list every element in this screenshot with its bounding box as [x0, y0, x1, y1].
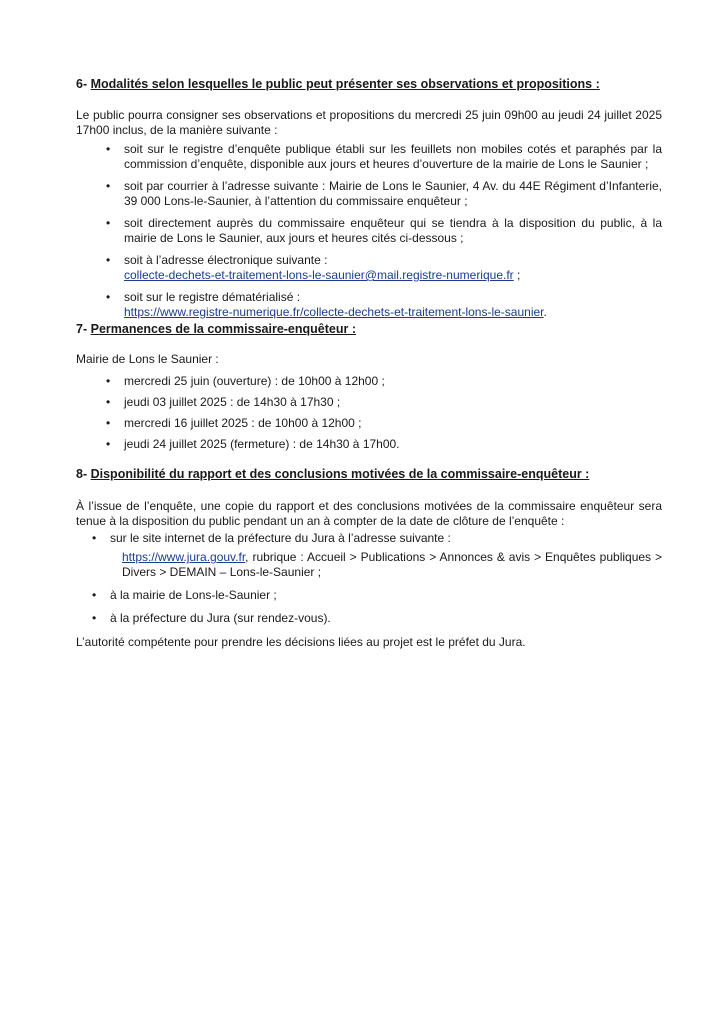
list-item-text: à la mairie de Lons-le-Saunier ; — [110, 588, 277, 602]
bullet-icon: • — [106, 142, 111, 156]
section-7-intro: Mairie de Lons le Saunier : — [76, 352, 219, 366]
list-item — [106, 416, 662, 431]
list-item-text: soit sur le registre d’enquête publique établi sur les feuillets non mobiles cotés et paraphés par la commission d’enquête, disponible aux jours et heures d’ouverture de la mairie de Lons le Saunier ; — [124, 142, 662, 171]
list-item — [106, 142, 662, 172]
section-7-list — [106, 374, 662, 458]
list-item-text: sur le site internet de la préfecture du Jura à l’adresse suivante : — [110, 531, 451, 545]
list-item-rest: , rubrique : Accueil > Publications > Annonces & avis > Enquêtes publiques > Divers > DEMAIN – Lons-le-Saunier ; — [122, 550, 662, 579]
bullet-icon: • — [106, 374, 111, 388]
list-item-text: soit directement auprès du commissaire enquêteur qui se tiendra à la disposition du public, à la mairie de Lons le Saunier, aux jours et heures cités ci-dessous ; — [124, 216, 662, 245]
section-7-title: Permanences de la commissaire-enquêteur : — [90, 322, 356, 336]
bullet-icon: • — [106, 395, 111, 409]
list-item — [106, 290, 662, 320]
section-6-heading — [76, 77, 600, 92]
section-6-list — [106, 142, 662, 327]
bullet-icon: • — [92, 611, 97, 625]
list-item-text: soit à l’adresse électronique suivante : — [124, 253, 328, 267]
section-6-title: Modalités selon lesquelles le public peut présenter ses observations et propositions : — [90, 77, 600, 91]
bullet-icon: • — [106, 216, 111, 230]
bullet-icon: • — [92, 588, 97, 602]
section-6-number: 6- — [76, 77, 88, 91]
list-item — [92, 611, 662, 626]
list-item-text: à la préfecture du Jura (sur rendez-vous). — [110, 611, 331, 625]
jura-website-link[interactable]: https://www.jura.gouv.fr — [122, 550, 246, 564]
list-item — [92, 531, 662, 580]
list-item-suffix: . — [543, 305, 547, 319]
list-item — [106, 253, 662, 283]
bullet-icon: • — [106, 290, 111, 304]
list-item-text: jeudi 24 juillet 2025 (fermeture) : de 14h30 à 17h00. — [124, 437, 400, 451]
section-8-intro: À l’issue de l’enquête, une copie du rapport et des conclusions motivées de la commissaire enquêteur sera tenue à la disposition du public pendant un an à compter de la date de clôture de l’enquête : — [76, 499, 662, 528]
bullet-icon: • — [106, 179, 111, 193]
bullet-icon: • — [106, 416, 111, 430]
section-8-number: 8- — [76, 467, 88, 481]
list-item — [106, 374, 662, 389]
registry-link[interactable]: https://www.registre-numerique.fr/collecte-dechets-et-traitement-lons-le-saunier — [124, 305, 544, 319]
list-item-suffix: ; — [513, 268, 521, 282]
section-8-heading — [76, 467, 589, 482]
section-7-number: 7- — [76, 322, 88, 336]
list-item-text: soit sur le registre dématérialisé : — [124, 290, 301, 304]
list-item-text: soit par courrier à l’adresse suivante : Mairie de Lons le Saunier, 4 Av. du 44E Régiment d’Infanterie, 39 000 Lons-le-Saunier, à l’attention du commissaire enquêteur ; — [124, 179, 662, 208]
list-item — [106, 437, 662, 452]
bullet-icon: • — [106, 437, 111, 451]
section-8-list — [92, 531, 662, 633]
list-item — [106, 395, 662, 410]
list-item — [106, 179, 662, 209]
closing-statement: L’autorité compétente pour prendre les décisions liées au projet est le préfet du Jura. — [76, 635, 526, 649]
list-item — [106, 216, 662, 246]
list-item — [92, 588, 662, 603]
section-8-title: Disponibilité du rapport et des conclusions motivées de la commissaire-enquêteur : — [90, 467, 590, 481]
section-7-heading — [76, 322, 356, 337]
bullet-icon: • — [106, 253, 111, 267]
list-item-text: mercredi 25 juin (ouverture) : de 10h00 à 12h00 ; — [124, 374, 385, 388]
email-link[interactable]: collecte-dechets-et-traitement-lons-le-saunier@mail.registre-numerique.fr — [124, 268, 514, 282]
list-item-text: mercredi 16 juillet 2025 : de 10h00 à 12h00 ; — [124, 416, 362, 430]
list-item-text: jeudi 03 juillet 2025 : de 14h30 à 17h30 ; — [124, 395, 341, 409]
bullet-icon: • — [92, 531, 97, 545]
section-6-intro: Le public pourra consigner ses observations et propositions du mercredi 25 juin 09h00 au jeudi 24 juillet 2025 17h00 inclus, de la manière suivante : — [76, 108, 662, 137]
